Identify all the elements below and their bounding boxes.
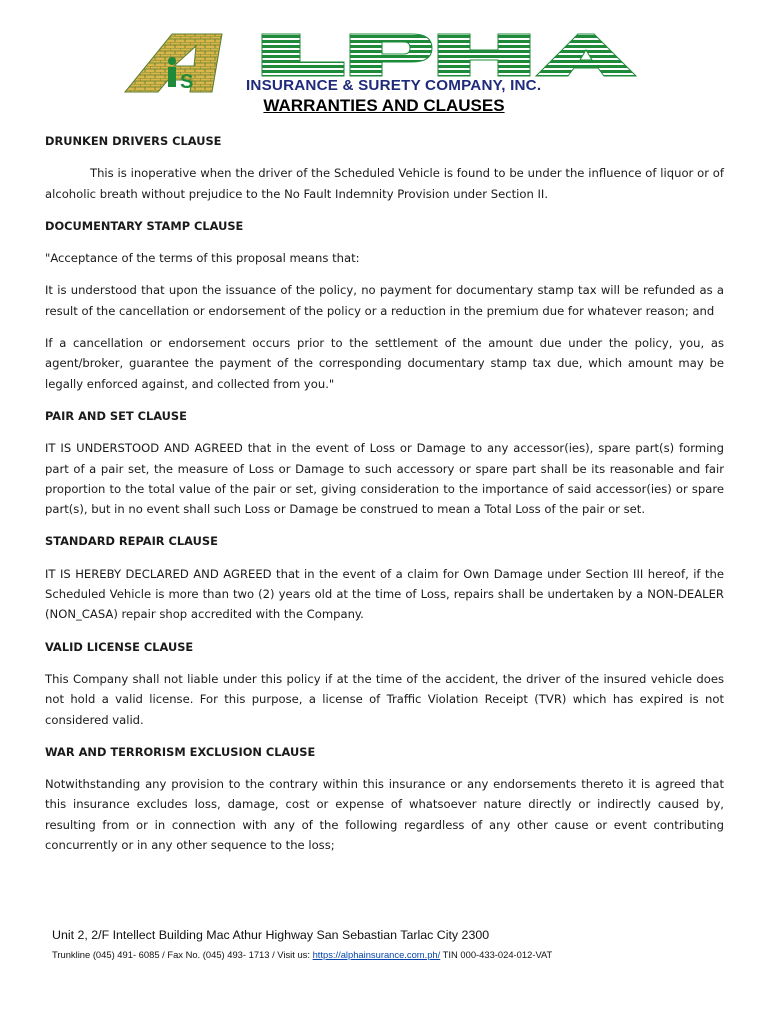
section-paragraph: If a cancellation or endorsement occurs prior to the settlement of the amount due under the policy, you, as agent/broker, guarantee the payment of the corresponding documentary stamp tax due, which amount may be legally enforced against, and collected from you."	[45, 336, 724, 391]
website-link[interactable]: https://alphainsurance.com.ph/	[312, 949, 441, 960]
footer-address: Unit 2, 2/F Intellect Building Mac Athur Highway San Sebastian Tarlac City 2300	[52, 928, 490, 942]
section-paragraph: Notwithstanding any provision to the contrary within this insurance or any endorsements thereto it is agreed that this insurance excludes loss, damage, cost or expense of whatsoever nature directly or indirectly caused by, resulting from or in connection with any of the following regardless of any other cause or event contributing concurrently or in any other sequence to the loss;	[45, 777, 724, 853]
section-standard-repair	[45, 531, 724, 624]
section-paragraph: IT IS UNDERSTOOD AND AGREED that in the event of Loss or Damage to any accessor(ies), spare part(s) forming part of a pair set, the measure of Loss or Damage to such accessory or spare part shall be its reasonable and fair proportion to the total value of the pair or set, giving consideration to the importance of said accessor(ies) or spare part(s), but in no event shall such Loss or Damage be construed to mean a Total Loss of the pair or set.	[45, 441, 724, 517]
section-heading: STANDARD REPAIR CLAUSE	[45, 534, 218, 549]
logo-mark-letter: S	[180, 71, 194, 93]
brick-a-mark	[125, 34, 222, 93]
logo-letter-p	[350, 34, 432, 76]
document-body	[45, 131, 724, 867]
section-paragraph: This is inoperative when the driver of the Scheduled Vehicle is found to be under the influence of liquor or of alcoholic breath without prejudice to the No Fault Indemnity Provision under Section II.	[45, 166, 724, 201]
section-heading: WAR AND TERRORISM EXCLUSION CLAUSE	[45, 744, 316, 759]
section-heading: DRUNKEN DRIVERS CLAUSE	[45, 134, 222, 148]
section-heading: PAIR AND SET CLAUSE	[45, 408, 187, 423]
footer-contact-prefix: Trunkline (045) 491- 6085 / Fax No. (045) 493- 1713 / Visit us:	[52, 949, 313, 960]
section-paragraph: It is understood that upon the issuance of the policy, no payment for documentary stamp tax will be refunded as a result of the cancellation or endorsement of the policy or a reduction in the premium due for whatever reason; and	[45, 283, 724, 318]
footer-contact	[52, 949, 742, 960]
section-heading: DOCUMENTARY STAMP CLAUSE	[45, 218, 244, 233]
section-pair-and-set	[45, 406, 724, 519]
logo-person-body	[168, 67, 176, 87]
section-heading: VALID LICENSE CLAUSE	[45, 639, 194, 654]
footer-tin: TIN 000-433-024-012-VAT	[440, 949, 553, 960]
section-drunken-drivers	[45, 131, 724, 204]
logo-wordmark	[262, 34, 636, 76]
logo-letter-a	[536, 34, 636, 76]
letterhead	[0, 0, 768, 100]
company-name: INSURANCE & SURETY COMPANY, INC.	[246, 77, 542, 94]
section-valid-license	[45, 637, 724, 730]
section-documentary-stamp	[45, 216, 724, 394]
logo-letter-h	[438, 34, 530, 76]
section-war-and-terrorism	[45, 742, 724, 855]
logo-letter-l	[262, 34, 344, 76]
logo-person-head	[168, 57, 176, 65]
section-paragraph: "Acceptance of the terms of this proposal means that:	[45, 251, 360, 266]
section-paragraph: This Company shall not liable under this policy if at the time of the accident, the driver of the insured vehicle does not hold a valid license. For this purpose, a license of Traffic Violation Receipt (TVR) which has expired is not considered valid.	[45, 671, 724, 727]
section-paragraph: IT IS HEREBY DECLARED AND AGREED that in the event of a claim for Own Damage under Section III hereof, if the Scheduled Vehicle is more than two (2) years old at the time of Loss, repairs shall be undertaken by a NON-DEALER (NON_CASA) repair shop accredited with the Company.	[45, 566, 724, 622]
document-title: WARRANTIES AND CLAUSES	[263, 96, 505, 115]
